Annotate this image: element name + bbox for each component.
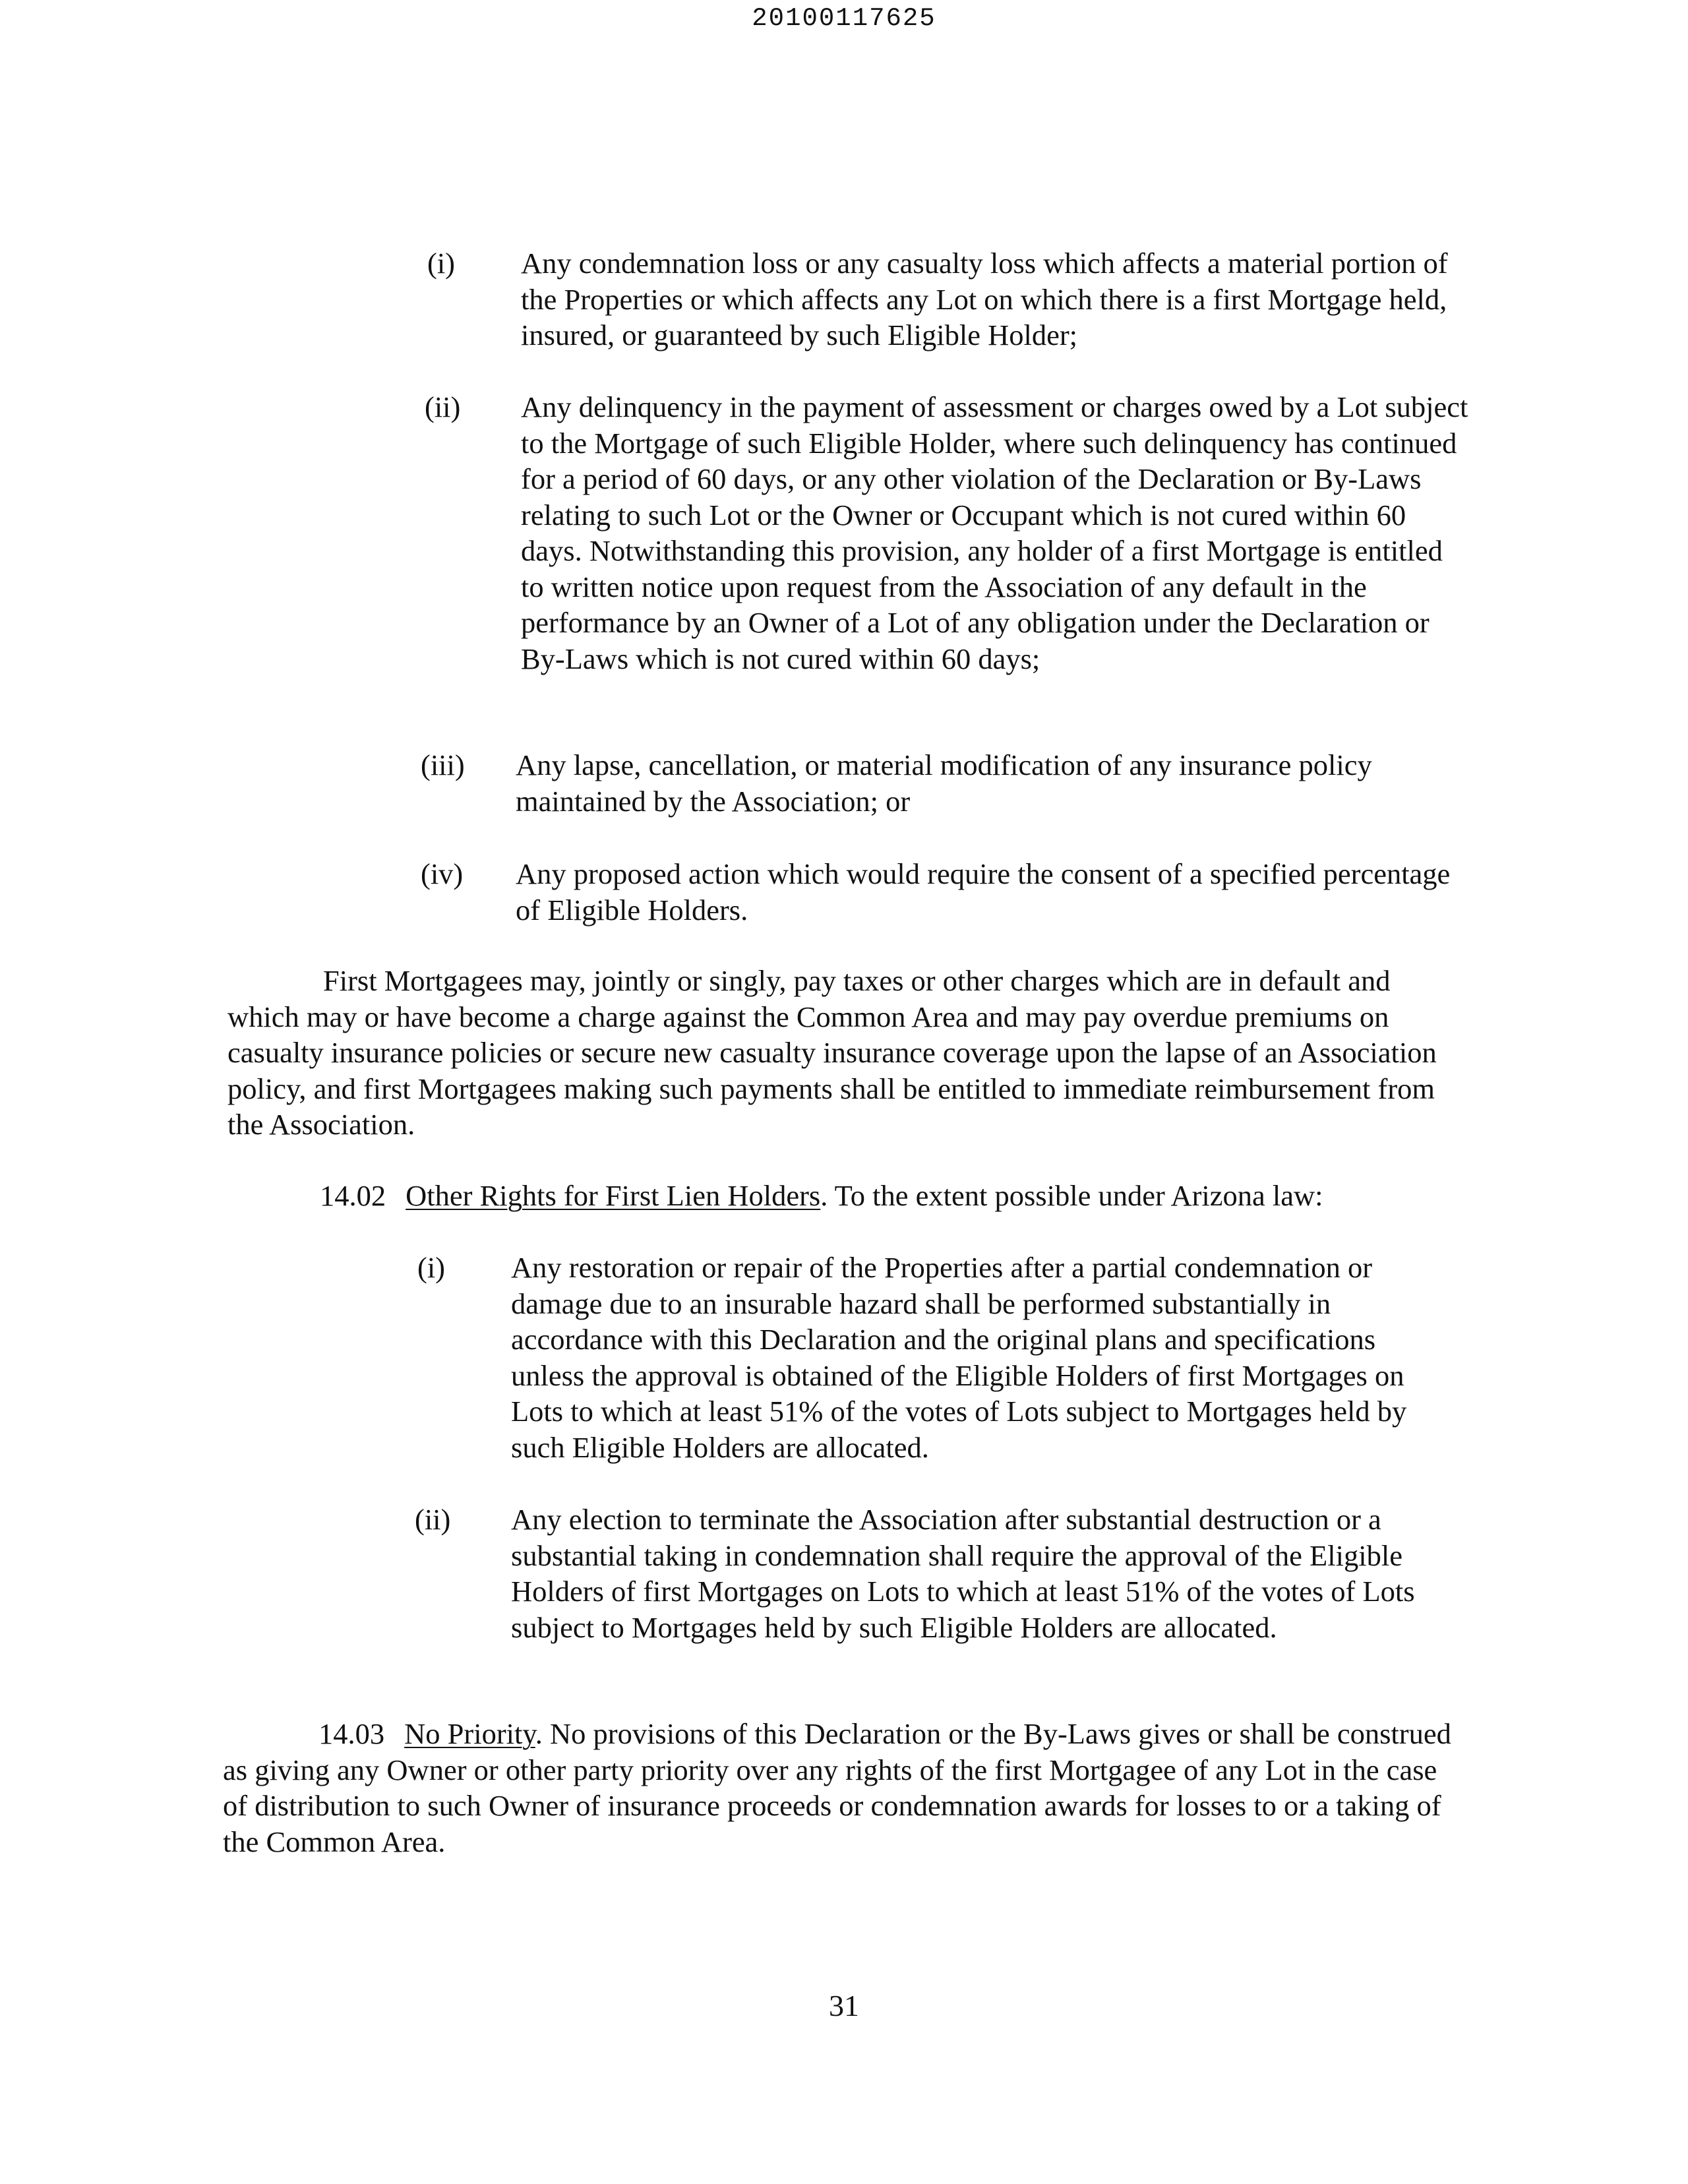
first-mortgagees-paragraph: First Mortgagees may, jointly or singly, pay taxes or other charges which are in default and which may or have become a charge against the Common Area and may pay overdue premiums on casualty insurance policies or secure new casualty insurance coverage upon the lapse of an Association policy, and first Mortgagees making such payments shall be entitled to immediate reimbursement from the Association. [227, 964, 1437, 1141]
section-text: . No provisions of this Declaration or the By-Laws gives or shall be construed as giving any Owner or other party priority over any rights of the first Mortgagee of any Lot in the case of distribution to such Owner of insurance proceeds or condemnation awards for losses to or a taking of the Common Area. [223, 1717, 1451, 1858]
list-item-number: (ii) [415, 1503, 451, 1536]
list-item-text: Any delinquency in the payment of assessment or charges owed by a Lot subject to the Mortgage of such Eligible Holder, where such delinquency has continued for a period of 60 days, or any other violation of the Declaration or By-Laws relating to such Lot or the Owner or Occupant which is not cured within 60 days. Notwithstanding this provision, any holder of a first Mortgage is entitled to written notice upon request from the Association of any default in the performance by an Owner of a Lot of any obligation under the Declaration or By-Laws which is not cured within 60 days; [521, 390, 1468, 675]
list-item-text: Any restoration or repair of the Properties after a partial condemnation or damage due to an insurable hazard shall be performed substantially in accordance with this Declaration and the original plans and specifications unless the approval is obtained of the Eligible Holders of first Mortgages on Lots to which at least 51% of the votes of Lots subject to Mortgages held by such Eligible Holders are allocated. [511, 1251, 1407, 1464]
section-number: 14.03 [318, 1717, 385, 1750]
document-number: 20100117625 [752, 4, 936, 33]
section-intro: . To the extent possible under Arizona law: [820, 1179, 1323, 1212]
section-14-02-heading [320, 1178, 1480, 1214]
list-item-text: Any condemnation loss or any casualty loss which affects a material portion of the Properties or which affects any Lot on which there is a first Mortgage held, insured, or guaranteed by such Eligible Holder; [521, 247, 1448, 351]
list-item-text: Any election to terminate the Association after substantial destruction or a substantial taking in condemnation shall require the approval of the Eligible Holders of first Mortgages on Lots to which at least 51% of the votes of Lots subject to Mortgages held by such Eligible Holders are allocated. [511, 1503, 1415, 1644]
list-item-text: Any lapse, cancellation, or material modification of any insurance policy maintained by the Association; or [516, 748, 1372, 818]
section-14-03-paragraph [223, 1716, 1462, 1860]
list-item-number: (ii) [425, 390, 461, 423]
section-heading: No Priority [404, 1717, 535, 1750]
section-heading: Other Rights for First Lien Holders [406, 1179, 821, 1212]
list-item-number: (iv) [421, 857, 464, 890]
section-number: 14.02 [320, 1179, 386, 1212]
list-item-text: Any proposed action which would require the consent of a specified percentage of Eligible Holders. [516, 857, 1451, 926]
list-item-number: (i) [427, 247, 456, 280]
list-item-number: (iii) [421, 748, 465, 781]
page-number: 31 [829, 1989, 859, 2022]
list-item-number: (i) [417, 1251, 446, 1284]
